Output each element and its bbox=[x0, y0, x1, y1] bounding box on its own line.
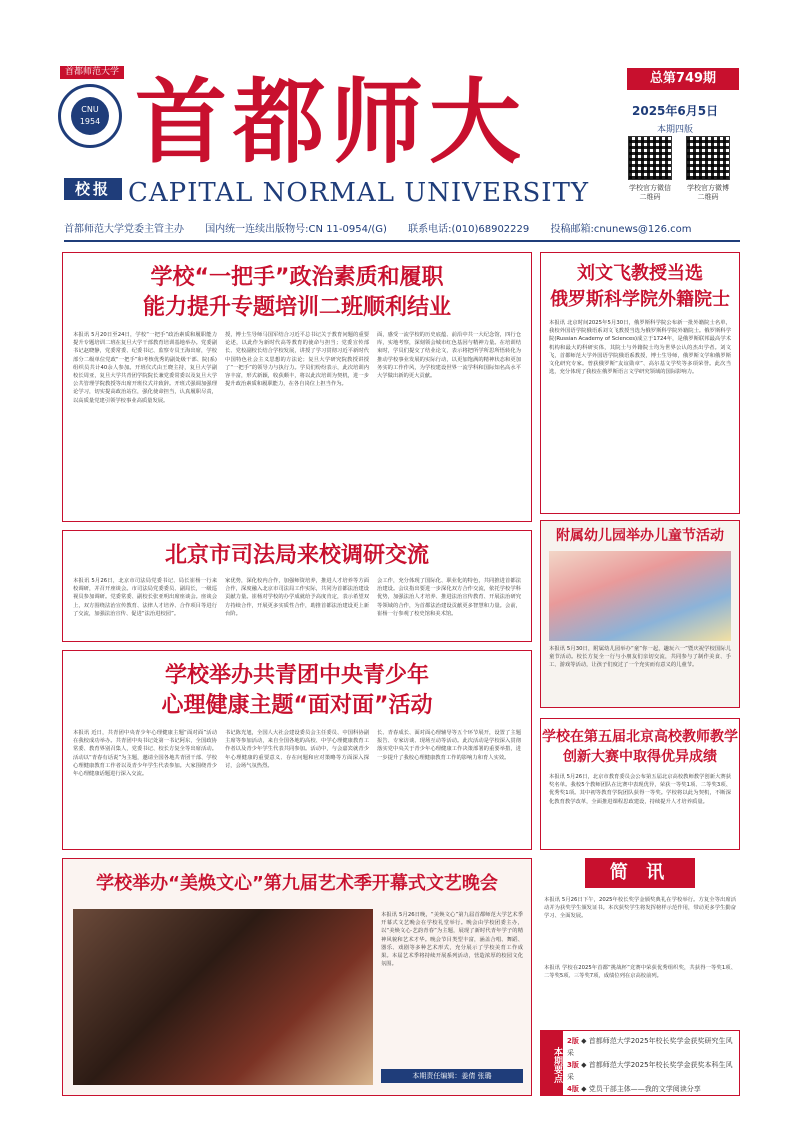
headline-line2: 创新大赛中取得优异成绩 bbox=[563, 749, 717, 765]
article-art-festival bbox=[62, 858, 532, 1096]
article-text: 本报讯 5月26日，北京市教育委员会公布第五届北京高校教师教学创新大赛获奖名单。我校5个教师团队在比赛中表现优异，荣获一等奖1项、二等奖3项、优秀奖1项。其中初等教育学院团队获得一等奖。学校将以此为契机，不断深化教育教学改革，全面推进课程思政建设，持续提升人才培养质量。 bbox=[549, 774, 731, 805]
email[interactable]: 投稿邮箱:cnunews@126.com bbox=[550, 224, 692, 235]
toc-row[interactable] bbox=[567, 1083, 735, 1095]
concert-photo bbox=[73, 909, 373, 1085]
article-mental-health bbox=[62, 650, 532, 850]
wechat-qr-icon[interactable] bbox=[628, 136, 672, 180]
article-text: 本报讯 北京时间2025年5月30日，俄罗斯科学院公布新一批外籍院士名单，我校外国语学院俄语系刘文飞教授当选为俄罗斯科学院外籍院士。俄罗斯科学院(Russian Academy of Sciences)成立于1724年，是俄罗斯联邦最高学术机构和最大的科研实体，其院士与外籍院士均为世界公认的杰出学者。刘文飞，首都师范大学外国语学院俄语系教授，博士生导师，俄罗斯文学和俄罗斯文化研究专家。曾获俄罗斯“友谊勋章”、高尔基文学奖等多项荣誉。此次当选，充分体现了我校在俄罗斯语言文学研究领域的国际影响力。 bbox=[549, 320, 731, 376]
kindergarten-photo bbox=[549, 551, 731, 641]
issue-number: 总第749期 bbox=[627, 68, 739, 90]
article-text: 书记陈光旭，全国人大社会建设委员会主任委员、中国科协副主席等参加活动，来自全国各地的高校、中学心理健康教育工作者以及青少年学生代表共同参加。活动中，与会嘉宾就青少年心理健康的重要意义、存在问题和应对策略等方面深入探讨，会场气氛热烈。 bbox=[225, 730, 369, 769]
brief-title: 简 讯 bbox=[585, 858, 695, 888]
article-text: 授，博士生导师马国军结合习近平总书记关于教育问题的重要论述，以此作为新时代高等教育的使命与担当；党委宣传部长、党校副校长结合学校发展，讲授了学习贯彻习近平新时代中国特色社会主义思想的方法论；复旦大学研究院教授讲授了“一把手”的领导力与执行力。学员们纷纷表示，此次培训内容丰富，形式新颖，收获颇丰，将以此次培训为契机，进一步提升政治素质和履职能力，在各自岗位上担当作为。 bbox=[225, 332, 369, 388]
toc-page: 4版 bbox=[567, 1085, 579, 1093]
article-text: 本报讯 5月26日，北京市司法局党委书记、局长崔杨一行来校调研，并召开座谈会。市司法局党委委员、副局长，一级巡视员参加调研。党委常委、副校长张亚明出席座谈会。座谈会上，双方围绕法治宣传教育、法律人才培养、合作项目等进行了交流，加强法治宣传、促进“法治进校园”。 bbox=[73, 578, 217, 617]
toc-page: 3版 bbox=[567, 1061, 579, 1069]
info-bar bbox=[64, 220, 740, 234]
toc-text: ◆ 首都师范大学2025年校长奖学金获奖本科生风采 bbox=[567, 1061, 733, 1081]
newspaper-title: 首都师大 bbox=[135, 68, 528, 176]
phone: 联系电话:(010)68902229 bbox=[408, 224, 530, 235]
headline-line1: 学校在第五届北京高校教师教学 bbox=[542, 729, 738, 745]
issue-date: 2025年6月5日 bbox=[632, 104, 719, 118]
headline: 北京市司法局来校调研交流 bbox=[164, 543, 429, 568]
publisher: 首都师范大学党委主管主办 bbox=[64, 224, 184, 235]
headline-line2: 心理健康主题“面对面”活动 bbox=[161, 693, 433, 718]
headline-line1: 学校“一把手”政治素质和履职 bbox=[150, 265, 444, 290]
brief-item: 本报讯 学校在2025年首都“挑战杯”竞赛中荣获优秀组织奖，共获得一等奖1项、二等奖5项、三等奖7项，成绩位列在京高校前列。 bbox=[544, 965, 736, 980]
photo-caption: 本报讯 5月30日，附属幼儿园举办“童”你一起，趣玩六一”暨庆祝学校国际儿童节活动。校长方复全一行与小朋友们亲切交流，共同参与了制作美食、手工、游戏等活动，让孩子们度过了一个充实而有意义的儿童节。 bbox=[549, 646, 731, 669]
article-text: 家优势，深化校内合作，加强师资培养，推进人才培养等方面合作，深度融入北京市司法局工作实际，共同为首都法治建设贡献力量。崔杨对学校的办学成就给予高度肯定，表示希望双方持续合作，开展更多实质性合作，助推首都法治建设更上新台阶。 bbox=[225, 578, 369, 617]
headline: 附属幼儿园举办儿童节活动 bbox=[556, 528, 724, 544]
masthead-divider bbox=[64, 240, 740, 242]
headline: 学校举办“美焕文心”第九届艺术季开幕式文艺晚会 bbox=[96, 873, 498, 894]
article-academician bbox=[540, 252, 740, 514]
section-label: 校报 bbox=[64, 178, 122, 200]
editor-credit: 本期责任编辑：姜倩 张璐 bbox=[381, 1069, 523, 1083]
qr2-caption: 学校官方微博 二维码 bbox=[687, 184, 729, 201]
page-count: 本期四版 bbox=[657, 125, 694, 135]
highlights-label: 本期要点 bbox=[541, 1031, 563, 1095]
headline-line2: 能力提升专题培训二班顺利结业 bbox=[142, 295, 451, 320]
brief-item: 本报讯 5月26日下午，2025年校长奖学金颁奖典礼在学校举行。方复全等出席活动并为获奖学生颁发证书。本次获奖学生将发挥榜样示范作用，带动更多学生勤奋学习、全面发展。 bbox=[544, 897, 736, 920]
toc-page: 2版 bbox=[567, 1037, 579, 1045]
university-seal-logo: CNU 1954 bbox=[58, 84, 122, 148]
toc-text: ◆ 首都师范大学2025年校长奖学金获奖研究生风采 bbox=[567, 1037, 733, 1057]
weibo-qr-icon[interactable] bbox=[686, 136, 730, 180]
article-text: 面，感受一流学校的历史底蕴、前沿中共一大纪念馆，四行仓库，实地考察，深刻领会城市红色基因与精神力量。在培训结束时，学员们提交了结业论文，表示将把所学所思所悟转化为推动学校事业发展的实际行动，以更加饱满的精神状态和更加务实的工作作风，为学校建设世界一流学科和国际知名高水平大学做出新的更大贡献。 bbox=[377, 332, 521, 380]
article-text: 会工作，充分体现了国际化、职业化的特色，共同推进首都法治建设。会议指出要进一步深化双方合作交流，依托学校学科优势，加强法治人才培养、推进法治宣传教育、开展法治研究等领域的合作，为首都法治建设贡献更多智慧和力量。会前，崔杨一行参观了校史馆和美术馆。 bbox=[377, 578, 521, 617]
school-tag: 首都师范大学 bbox=[60, 66, 124, 79]
article-kindergarten bbox=[540, 520, 740, 708]
serial-number: 国内统一连续出版物号:CN 11-0954/(G) bbox=[205, 224, 387, 235]
headline-line2: 俄罗斯科学院外籍院士 bbox=[550, 289, 730, 310]
article-training bbox=[62, 252, 532, 522]
brief-news bbox=[540, 858, 740, 1036]
article-text: 长、青春成长、面对面心理辅导等五个环节展开，设置了主题报告、专家访谈、现场互动等活动。此次活动是学校深入贯彻落实党中央关于青少年心理健康工作决策部署的重要举措，进一步提升了我校心理健康教育工作的影响力和育人实效。 bbox=[377, 730, 521, 761]
toc-text: ◆ 党员干部主体——我的文学阅读分享 bbox=[581, 1085, 701, 1093]
article-teaching-contest bbox=[540, 718, 740, 850]
headline-line1: 刘文飞教授当选 bbox=[577, 263, 703, 284]
headline-line1: 学校举办共青团中央青少年 bbox=[164, 663, 429, 688]
article-justice bbox=[62, 530, 532, 642]
newspaper-en-title: CAPITAL NORMAL UNIVERSITY bbox=[128, 178, 590, 208]
toc-row[interactable] bbox=[567, 1059, 735, 1083]
highlights-list bbox=[563, 1031, 739, 1095]
article-text: 本报讯 5月26日晚，“美焕文心”第九届首都师范大学艺术季开幕式文艺晚会在学校礼堂举行。晚会由学校团委主办，以“美焕文心·艺韵青春”为主题，展现了新时代青年学子的精神风貌和艺术才华。晚会节目类型丰富，涵盖合唱、舞蹈、器乐、戏剧等多种艺术形式，充分展示了学校美育工作成果。本届艺术季将持续开展系列活动，营造浓厚的校园文化氛围。 bbox=[381, 912, 523, 968]
toc-row[interactable] bbox=[567, 1035, 735, 1059]
highlights-box bbox=[540, 1030, 740, 1096]
article-text: 本报讯 5月20日至24日，学校“一把手”政治素质和履职能力提升专题培训二班在复旦大学干部教育培训基地举办。党委副书记赵晓静，党委常委、纪委书记、监察专员王海出席，学校部分二级单位党政“一把手”和考核优秀的副处级干部、院(系)组织员共计40余人参加。开班仪式由王晓主持，复旦大学副校长周亚，复旦大学共青团学院院长兼党委常委以及复旦大学公共管理学院教授等出席开班仪式并致辞。开班式强调加强理论学习，切实提高政治站位，强化使命担当，认真履职尽责，以高质量党建引领学校事业高质量发展。 bbox=[73, 332, 217, 404]
qr1-caption: 学校官方微信 二维码 bbox=[629, 184, 671, 201]
article-text: 本报讯 近日，共青团中央青少年心理健康主题“面对面”活动在我校成功举办。共青团中央书记处第一书记阿东，全国政协常委、教育界别召集人，党委书记、校长方复全等出席活动。活动以“青春有话说”为主题，邀请全国各地共青团干部、学校心理健康教育工作者以及青少年学生代表参加。大家围绕青少年心理健康话题进行深入交流。 bbox=[73, 730, 217, 778]
